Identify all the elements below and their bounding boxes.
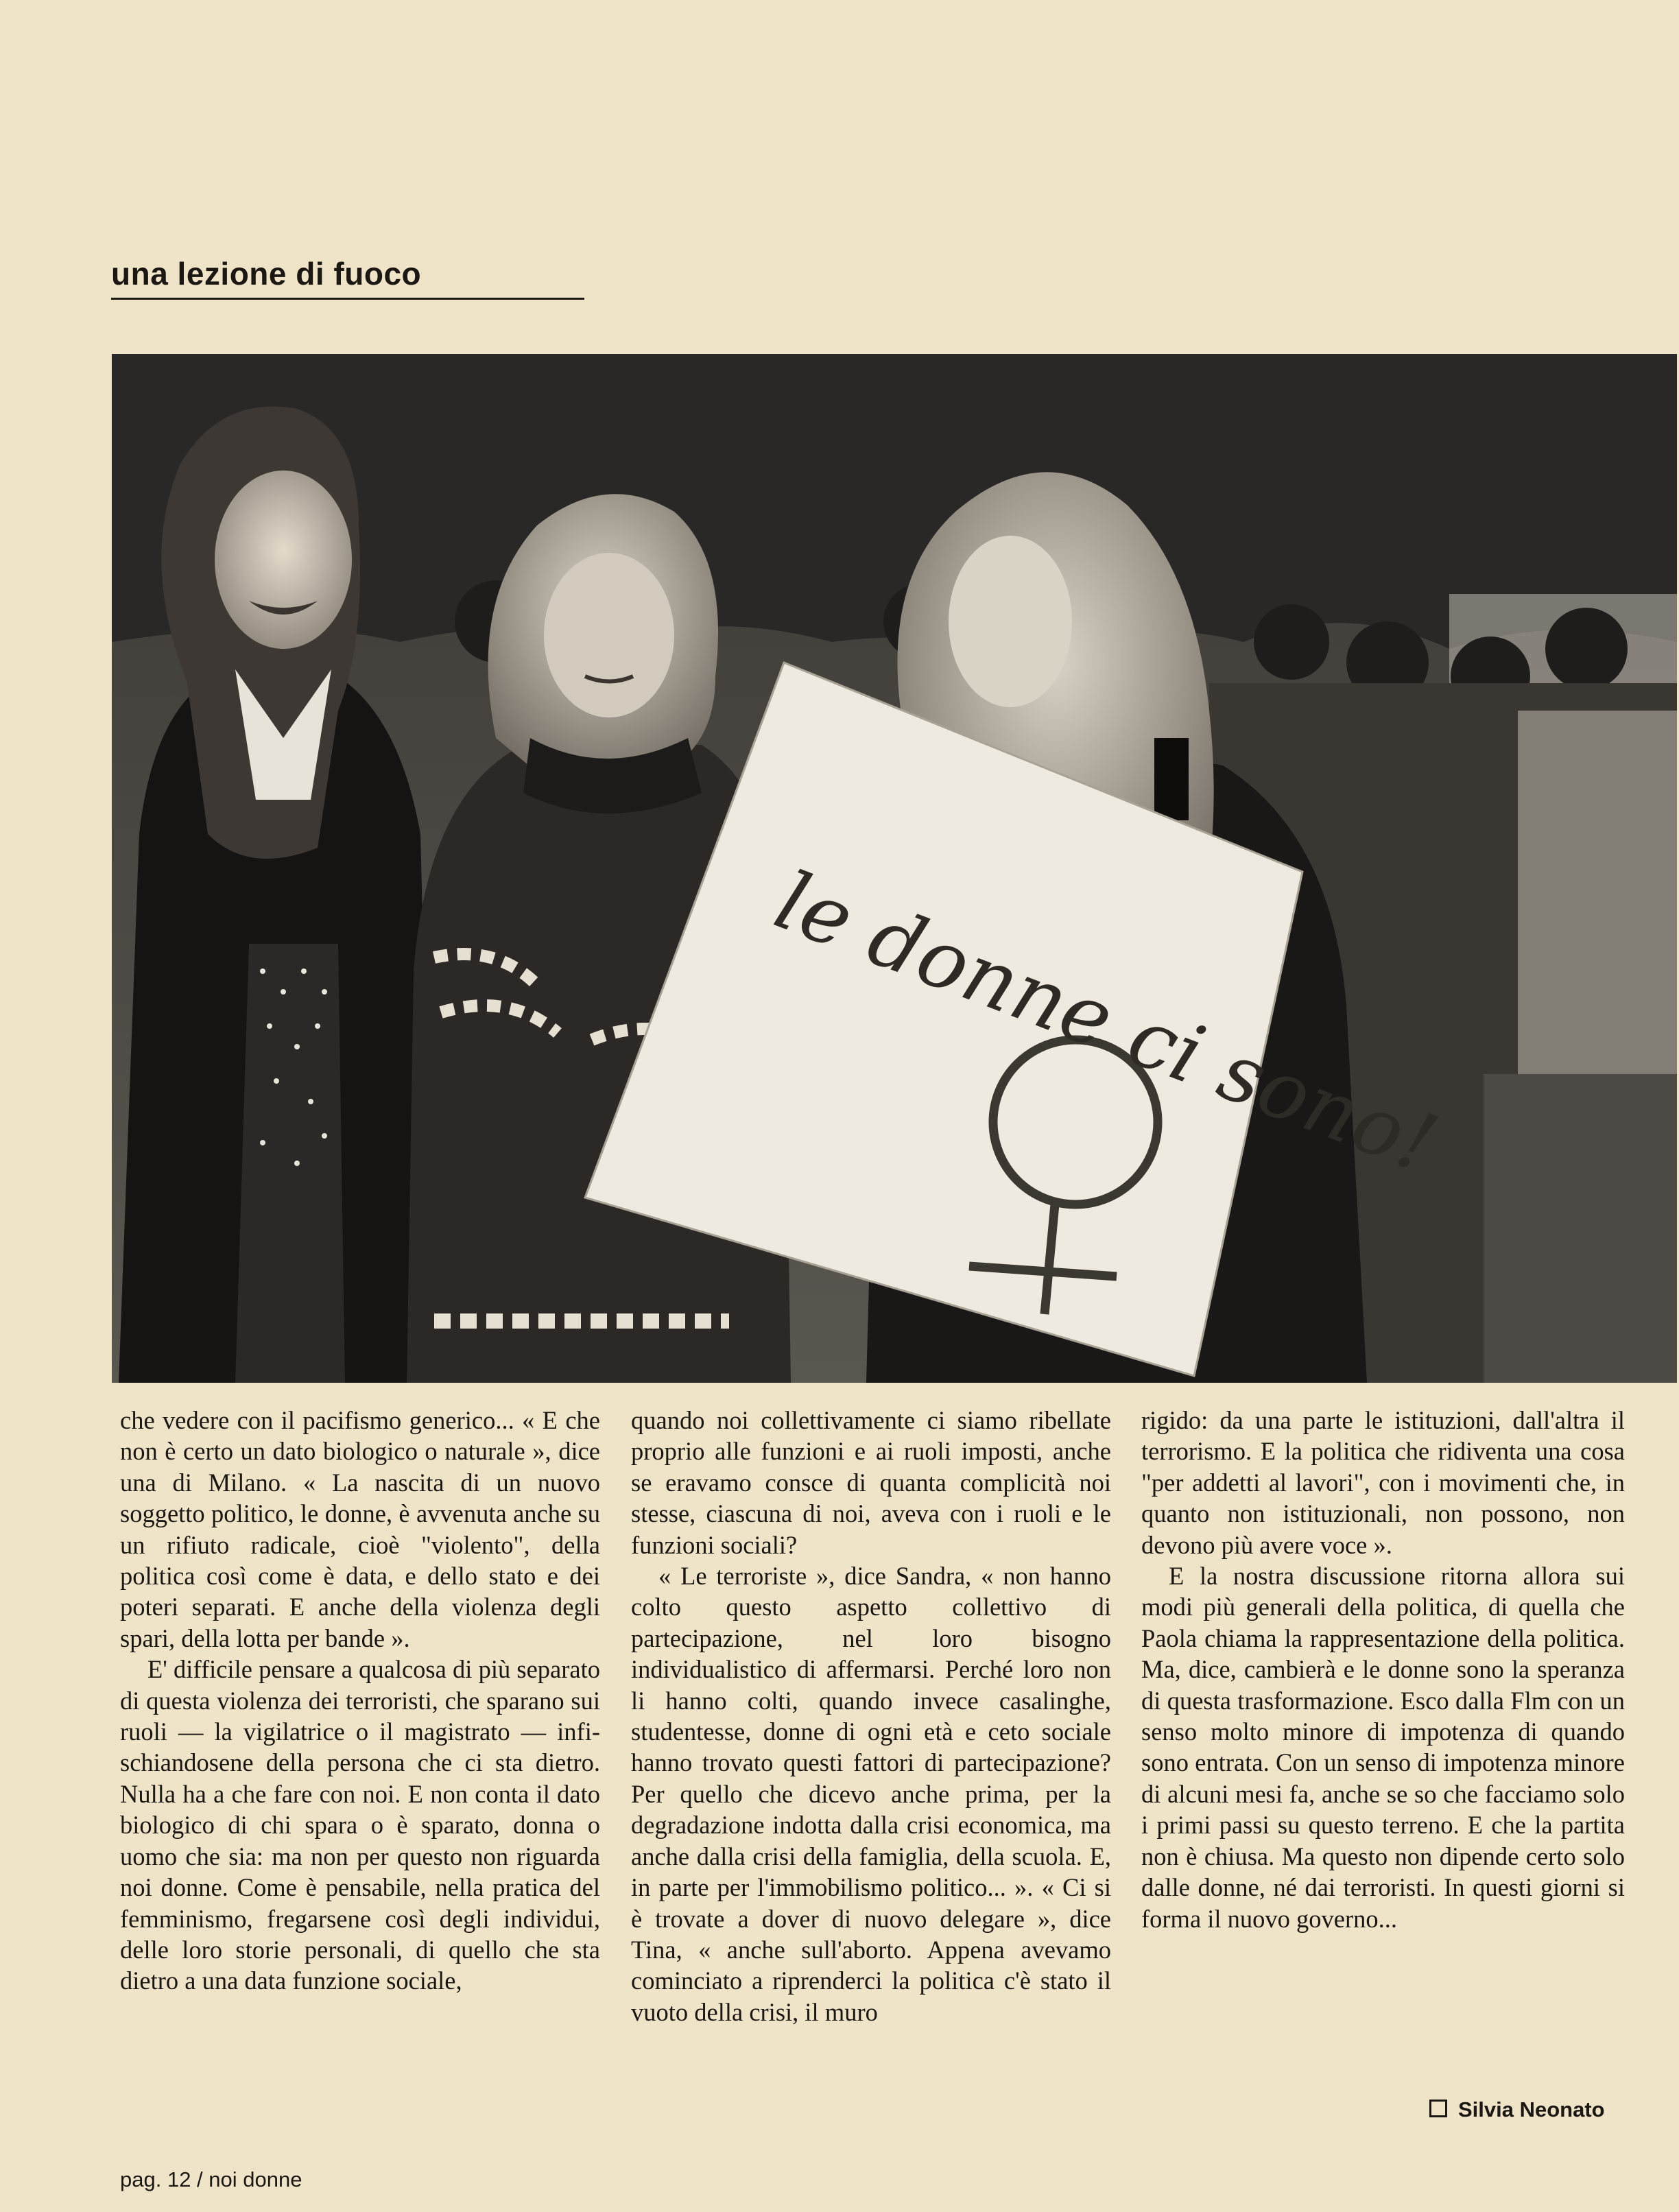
article-column-2 xyxy=(631,1405,1111,2104)
article-paragraph: quando noi collettivamente ci siamo ribellate proprio alle funzioni e ai ruoli imposti, anche se eravamo consce di quanta complicità noi stesse, ciascuna di noi, aveva con i ruoli e le funzioni sociali? xyxy=(631,1406,1111,1559)
protest-photo xyxy=(112,354,1677,1383)
section-title: una lezione di fuoco xyxy=(111,255,584,300)
placard-handwriting: le donne ci sono! xyxy=(763,853,1450,1192)
article-paragraph: « Le terroriste », dice Sandra, « non hanno colto questo aspetto collettivo di partecipazione, nel loro bisogno individualistico di affermarsi. Perché loro non li hanno colti, quando invece casalinghe, studentesse, donne di ogni età e ceto sociale hanno trovato questi fattori di partecipazione? Per quello che dicevo anche prima, per la degradazione indotta dalla crisi economica, ma anche dalla crisi della famiglia, della scuola. E, in parte per l'immobilismo politico... ». « Ci si è trovate a dover di nuovo delegare », dice Tina, « anche sull'aborto. Appena avevamo cominciato a riprenderci la politica c'è stato il vuoto della crisi, il muro xyxy=(631,1562,1111,2026)
placard-text xyxy=(112,354,1677,1383)
article-column-1 xyxy=(120,1405,600,2104)
byline-box-icon xyxy=(1429,2100,1447,2117)
article-paragraph: E' difficile pensare a qualcosa di più separato di questa violenza dei terroristi, che sparano sui ruoli — la vigilatrice o il magistrato — infischiandosene della persona che ci sta dietro. Nulla ha a che fare con noi. E non conta il dato biologico di chi spara o è sparato, donna o uomo che sia: ma non per questo non riguarda noi donne. Come è pensabile, nella pratica del femminismo, fregarsene così degli individui, delle loro storie personali, di quello che sta dietro a una data funzione sociale, xyxy=(120,1655,600,1995)
article-paragraph: E la nostra discussione ritorna allora sui modi più generali della politica, di quella che Paola chiama la rappresentazione della politica. Ma, dice, cambierà e le donne sono la speranza di questa trasformazione. Esco dalla Flm con un senso molto minore di impotenza di quando sono entrata. Con un senso di impotenza minore di alcuni mesi fa, anche se so che facciamo solo i primi passi su questo terreno. E che la partita non è chiusa. Ma questo non dipende certo solo dalle donne, né dai terroristi. In questi giorni si forma il nuovo governo... xyxy=(1141,1562,1625,1933)
byline xyxy=(1429,2097,1649,2122)
page-footer: pag. 12 / noi donne xyxy=(120,2167,302,2191)
article-column-3 xyxy=(1141,1405,1625,2104)
byline-author: Silvia Neonato xyxy=(1458,2097,1605,2121)
article-paragraph: che vedere con il pacifismo generico... « E che non è certo un dato biologico o naturale », dice una di Milano. « La nascita di un nuovo soggetto politico, le donne, è avvenuta anche su un rifiuto radicale, cioè "violento", della politica così come è data, e dello stato e dei poteri separati. E anche della violenza degli spari, della lotta per bande ». xyxy=(120,1406,600,1652)
article-paragraph: rigido: da una parte le istituzioni, dall'altra il terrorismo. E la politica che ridiventa una cosa "per addetti al lavori", con i movimenti che, in quanto non istituzionali, non possono, non devono più avere voce ». xyxy=(1141,1406,1625,1559)
